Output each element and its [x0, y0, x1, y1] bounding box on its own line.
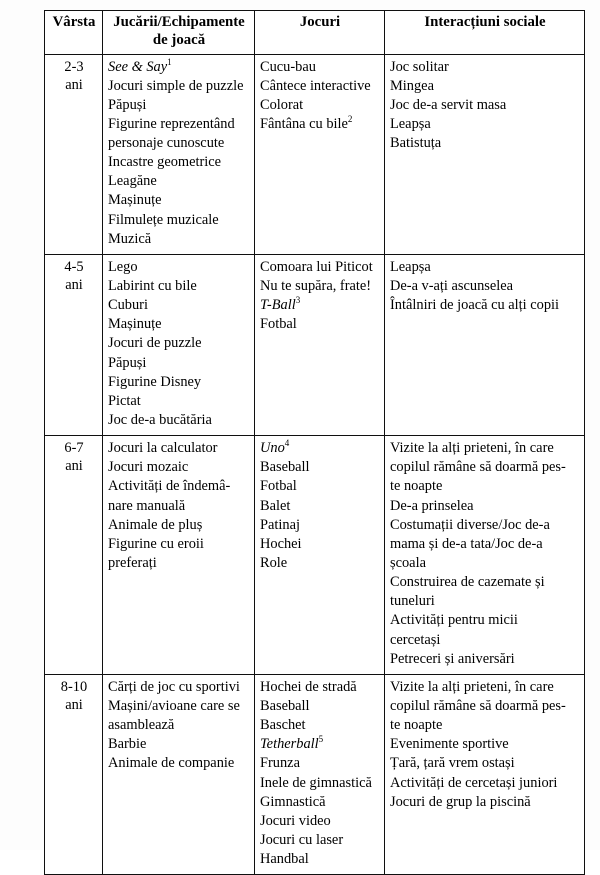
social-item-text: mama și de-a tata/Joc de-a [390, 535, 543, 552]
list-item [108, 716, 250, 735]
social-item-text: Petreceri și aniversări [390, 650, 515, 667]
games-item-text: Gimnastică [260, 793, 326, 810]
age-cell [45, 436, 103, 675]
table-header-row [45, 11, 585, 55]
toys-item-text: Joc de-a bucătăria [108, 412, 212, 429]
games-item-text: Handbal [260, 851, 309, 868]
toys-item-text: Barbie [108, 736, 147, 753]
games-item-text: Patinaj [260, 516, 300, 533]
list-item [108, 58, 250, 77]
social-item-text: cercetași [390, 631, 441, 648]
footnote-marker: 1 [167, 56, 172, 67]
table-row [45, 436, 585, 675]
toys-item-text: Mașinuțe [108, 192, 162, 209]
social-item-text: Vizite la alți prieteni, în care [390, 440, 554, 457]
social-item-text: Vizite la alți prieteni, în care [390, 678, 554, 695]
list-item [260, 77, 380, 96]
list-item [260, 535, 380, 554]
age-unit: ani [65, 697, 83, 713]
list-item [108, 191, 250, 210]
games-list [260, 678, 380, 869]
list-item [260, 735, 380, 754]
list-item [260, 774, 380, 793]
toys-item-text: Pictat [108, 392, 141, 409]
list-item [390, 296, 580, 315]
games-item-text: Fotbal [260, 316, 297, 333]
toys-item-text: Cărți de joc cu sportivi [108, 678, 240, 695]
toys-cell [103, 54, 255, 254]
list-item [108, 315, 250, 334]
games-list [260, 439, 380, 573]
list-item [108, 172, 250, 191]
list-item [390, 458, 580, 477]
social-item-text: școala [390, 555, 426, 572]
toys-list [108, 58, 250, 249]
social-item-text: Evenimente sportive [390, 736, 509, 753]
social-cell [385, 254, 585, 435]
social-item-text: Mingea [390, 77, 434, 94]
social-list [390, 439, 580, 669]
games-list [260, 258, 380, 335]
social-item-text: Leapșa [390, 258, 431, 275]
list-item [390, 516, 580, 535]
list-item [390, 631, 580, 650]
games-item-text: Inele de gimnastică [260, 774, 372, 791]
social-item-text: De-a v-ați ascunselea [390, 278, 514, 295]
list-item [390, 535, 580, 554]
footnote-marker: 4 [284, 438, 290, 449]
social-item-text: copilul rămâne să doarmă pes- [390, 459, 566, 476]
toys-item-text: Jocuri de puzzle [108, 335, 202, 352]
social-item-text: tuneluri [390, 593, 435, 610]
games-cell [255, 436, 385, 675]
social-cell [385, 674, 585, 874]
column-header-age: Vârsta [45, 11, 103, 55]
column-header-social: Interacțiuni sociale [385, 11, 585, 55]
column-header-games: Jocuri [255, 11, 385, 55]
games-item-text: Cântece interactive [260, 77, 371, 94]
list-item [260, 315, 380, 334]
games-item-text: Fotbal [260, 478, 297, 495]
table-row [45, 674, 585, 874]
social-list [390, 258, 580, 315]
list-item [108, 697, 250, 716]
toys-item-text: See & Say [108, 58, 168, 75]
list-item [260, 831, 380, 850]
games-item-text: T-Ball [260, 297, 296, 314]
toys-item-text: Activități de îndemâ- [108, 478, 231, 495]
toys-item-text: preferați [108, 555, 157, 572]
games-item-text: Hochei [260, 535, 302, 552]
list-item [108, 230, 250, 249]
age-cell [45, 254, 103, 435]
list-item [390, 96, 580, 115]
list-item [260, 697, 380, 716]
list-item [260, 258, 380, 277]
toys-item-text: Figurine Disney [108, 373, 202, 390]
list-item [260, 296, 380, 315]
social-item-text: Joc de-a servit masa [390, 96, 507, 113]
age-unit: ani [65, 277, 83, 294]
social-cell [385, 54, 585, 254]
list-item [260, 477, 380, 496]
list-item [108, 115, 250, 134]
social-item-text: Activități pentru micii [390, 612, 518, 629]
age-range: 6-7 [64, 440, 84, 457]
list-item [108, 439, 250, 458]
list-item [260, 458, 380, 477]
toys-item-text: Leagăne [108, 173, 157, 190]
toys-item-text: Labirint cu bile [108, 278, 197, 295]
social-item-text: Activități de cercetași juniori [390, 774, 558, 791]
toys-item-text: Jocuri mozaic [108, 459, 189, 476]
toys-item-text: nare manuală [108, 497, 186, 514]
games-item-text: Colorat [260, 96, 304, 113]
social-item-text: Batistuța [390, 135, 442, 152]
social-item-text: Țară, țară vrem ostași [390, 755, 515, 772]
list-item [260, 439, 380, 458]
toys-item-text: personaje cunoscute [108, 135, 225, 152]
table-row [45, 54, 585, 254]
toys-item-text: Figurine cu eroii [108, 535, 204, 552]
games-item-text: Baseball [260, 459, 310, 476]
games-cell [255, 674, 385, 874]
table-body [45, 54, 585, 875]
social-item-text: Costumații diverse/Joc de-a [390, 516, 550, 533]
games-item-text: Frunza [260, 755, 300, 772]
games-item-text: Fântâna cu bile [260, 115, 348, 132]
age-unit: ani [65, 76, 83, 93]
toys-cell [103, 254, 255, 435]
list-item [390, 735, 580, 754]
social-item-text: Joc solitar [390, 58, 449, 75]
list-item [260, 850, 380, 869]
toys-item-text: Păpuși [108, 96, 147, 113]
toys-item-text: Păpuși [108, 354, 147, 371]
list-item [390, 77, 580, 96]
list-item [108, 535, 250, 554]
list-item [260, 115, 380, 134]
list-item [390, 477, 580, 496]
list-item [390, 497, 580, 516]
social-list [390, 678, 580, 812]
list-item [260, 716, 380, 735]
games-item-text: Jocuri cu laser [260, 831, 344, 848]
toys-item-text: Jocuri la calculator [108, 440, 218, 457]
social-item-text: Leapșa [390, 115, 431, 132]
games-item-text: Balet [260, 497, 291, 514]
games-cell [255, 54, 385, 254]
table-header [45, 11, 585, 55]
age-range: 8-10 [60, 678, 88, 695]
list-item [108, 277, 250, 296]
list-item [390, 592, 580, 611]
list-item [108, 373, 250, 392]
list-item [390, 697, 580, 716]
social-item-text: copilul rămâne să doarmă pes- [390, 698, 566, 714]
list-item [390, 258, 580, 277]
toys-list [108, 258, 250, 430]
games-item-text: Uno [260, 440, 285, 457]
list-item [108, 134, 250, 153]
toys-item-text: Animale de pluș [108, 516, 203, 533]
age-activities-table [44, 10, 585, 875]
list-item [390, 439, 580, 458]
list-item [108, 735, 250, 754]
list-item [108, 411, 250, 430]
list-item [260, 754, 380, 773]
list-item [108, 458, 250, 477]
list-item [108, 554, 250, 573]
games-item-text: Jocuri video [260, 812, 331, 829]
toys-item-text: Lego [108, 258, 138, 275]
toys-item-text: Mașinuțe [108, 316, 162, 333]
social-item-text: Întâlniri de joacă cu alți copii [390, 297, 560, 314]
list-item [260, 812, 380, 831]
list-item [260, 554, 380, 573]
list-item [108, 77, 250, 96]
list-item [260, 96, 380, 115]
toys-cell [103, 674, 255, 874]
age-range: 2-3 [64, 58, 84, 75]
column-header-toys: Jucării/Echipamente de joacă [103, 11, 255, 55]
toys-item-text: Cuburi [108, 297, 148, 314]
list-item [108, 392, 250, 411]
toys-item-text: Filmulețe muzicale [108, 211, 219, 228]
age-range: 4-5 [64, 258, 84, 275]
list-item [108, 96, 250, 115]
social-item-text: te noapte [390, 478, 443, 495]
list-item [390, 716, 580, 735]
list-item [260, 277, 380, 296]
games-item-text: Cucu-bau [260, 58, 316, 75]
toys-item-text: Animale de companie [108, 755, 235, 772]
list-item [108, 678, 250, 697]
games-list [260, 58, 380, 135]
table-row [45, 254, 585, 435]
list-item [108, 516, 250, 535]
list-item [390, 774, 580, 793]
games-item-text: Nu te supăra, frate! [260, 278, 372, 295]
list-item [260, 516, 380, 535]
social-item-text: te noapte [390, 717, 443, 734]
list-item [390, 58, 580, 77]
toys-item-text: Mașini/avioane care se [108, 698, 240, 714]
toys-item-text: Muzică [108, 230, 152, 247]
toys-item-text: Jocuri simple de puzzle [108, 77, 244, 94]
social-item-text: Construirea de cazemate și [390, 574, 545, 591]
age-cell [45, 54, 103, 254]
list-item [260, 793, 380, 812]
toys-item-text: Incastre geometrice [108, 154, 222, 171]
list-item [108, 296, 250, 315]
list-item [390, 793, 580, 812]
games-cell [255, 254, 385, 435]
toys-item-text: asamblează [108, 717, 175, 734]
list-item [390, 554, 580, 573]
list-item [108, 258, 250, 277]
social-cell [385, 436, 585, 675]
toys-item-text: Figurine reprezentând [108, 115, 235, 132]
list-item [108, 153, 250, 172]
age-cell [45, 674, 103, 874]
games-item-text: Tetherball [260, 736, 319, 753]
list-item [390, 754, 580, 773]
toys-list [108, 439, 250, 573]
games-item-text: Hochei de stradă [260, 678, 357, 695]
games-item-text: Role [260, 555, 288, 572]
list-item [260, 497, 380, 516]
list-item [260, 678, 380, 697]
social-item-text: Jocuri de grup la piscină [390, 793, 531, 810]
list-item [108, 354, 250, 373]
age-unit: ani [65, 458, 83, 475]
list-item [108, 754, 250, 773]
list-item [390, 134, 580, 153]
footnote-marker: 5 [318, 734, 324, 745]
list-item [390, 573, 580, 592]
footnote-marker: 2 [347, 114, 353, 125]
list-item [390, 277, 580, 296]
social-item-text: De-a prinselea [390, 497, 474, 514]
games-item-text: Baseball [260, 698, 310, 714]
toys-cell [103, 436, 255, 675]
list-item [390, 678, 580, 697]
list-item [260, 58, 380, 77]
social-list [390, 58, 580, 154]
games-item-text: Baschet [260, 717, 306, 734]
list-item [108, 211, 250, 230]
list-item [390, 650, 580, 669]
list-item [108, 497, 250, 516]
footnote-marker: 3 [295, 295, 301, 306]
toys-list [108, 678, 250, 774]
list-item [108, 477, 250, 496]
games-item-text: Comoara lui Piticot [260, 258, 373, 275]
list-item [390, 611, 580, 630]
list-item [390, 115, 580, 134]
list-item [108, 334, 250, 353]
